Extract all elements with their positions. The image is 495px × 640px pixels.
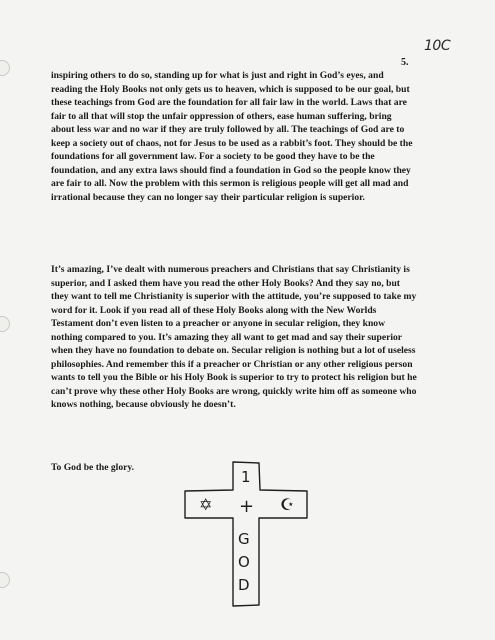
punch-hole <box>0 572 10 588</box>
cross-plus-text: + <box>239 496 255 517</box>
handwritten-page-number: 10C <box>424 38 451 54</box>
cross-top-text: 1 <box>241 468 251 486</box>
cross-god-letter-o: O <box>238 553 250 571</box>
closing-line: To God be the glory. <box>51 462 135 473</box>
star-of-david-icon: ✡ <box>199 495 213 514</box>
page-number: 5. <box>401 57 409 68</box>
cross-drawing <box>180 460 310 610</box>
cross-god-letter-d: D <box>238 576 250 594</box>
crescent-icon: ☪ <box>280 495 295 514</box>
punch-hole <box>0 60 10 76</box>
paragraph-2: It’s amazing, I’ve dealt with numerous preachers and Christians that say Christianity is superior, and I asked them have you read the other Holy Books? And they say no, but they want to tell me Christianity is superior with the attitude, you’re supposed to take my word for it. Look if you read all of these Holy Books along with the New Worlds Testament don’t even listen to a preacher or anyone in secular religion, they know nothing compared to you. It’s amazing they all want to get mad and say their superior when they have no foundation to debate on. Secular religion is nothing but a lot of useless philosophies. And remember this if a preacher or Christian or any other religious person wants to tell you the Bible or his Holy Book is superior to try to protect his religion but he can’t prove why these other Holy Books are wrong, quickly write him off as someone who knows nothing, because obviously he doesn’t. <box>51 264 417 410</box>
cross-god-letter-g: G <box>238 530 250 548</box>
punch-hole <box>0 316 10 332</box>
paragraph-1: inspiring others to do so, standing up for what is just and right in God’s eyes, and reading the Holy Books not only gets us to heaven, which is supposed to be our goal, but these teachings from God are the foundation for all fair law in the world. Laws that are fair to all that will stop the unfair oppression of others, ease human suffering, bring about less war and no war if they are truly followed by all. The teachings of God are to keep a society out of chaos, not for Jesus to be used as a rabbit’s foot. They should be the foundations for all government law. For a society to be good they have to be the foundation, and any extra laws should find a foundation in God so the people know they are fair to all. Now the problem with this sermon is religious people will get all mad and irrational because they can no longer say their particular religion is superior. <box>51 70 413 203</box>
